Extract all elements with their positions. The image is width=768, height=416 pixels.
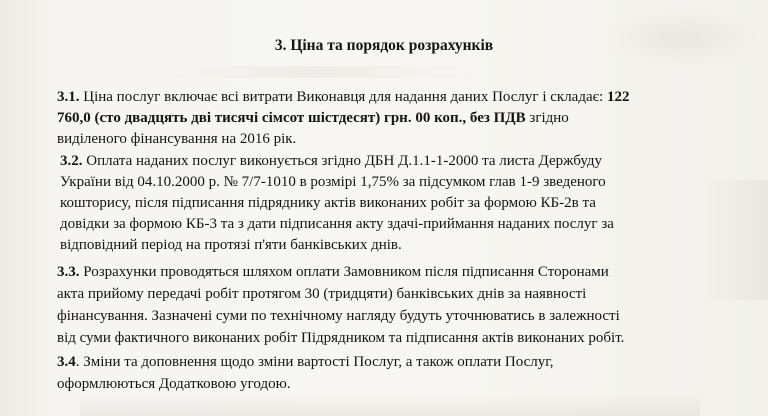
clause-3-4-line-2	[57, 374, 717, 395]
clause-3-2-text: відповідний період на протязі п'яти банківських днів.	[60, 237, 402, 253]
clause-3-1-text: виділеного фінансування на 2016 рік.	[57, 131, 297, 147]
clause-3-1-amount-words: 760,0 (сто двадцять дві тисячі сімсот шістдесят) грн. 00 коп., без ПДВ	[57, 110, 526, 126]
clause-3-2-text: України від 04.10.2000 р. № 7/7-1010 в розмірі 1,75% за підсумком глав 1-9 зведеного	[60, 174, 606, 190]
clause-3-1-amount: 122	[606, 89, 630, 105]
clause-3-2-text: кошторису, після підписання підряднику актів виконаних робіт за формою КБ-2в та	[60, 195, 596, 211]
clause-3-3-text: від суми фактичного виконаних робіт Підрядником та підписання актів виконаних робіт.	[57, 330, 625, 346]
clause-3-1-line-2	[57, 108, 717, 129]
clause-3-3-line-4	[57, 328, 717, 349]
clause-3-2-line-1	[60, 151, 720, 172]
clause-3-1-number: 3.1.	[57, 89, 80, 105]
clause-3-1-text: Ціна послуг включає всі витрати Виконавця для надання даних Послуг і складає:	[79, 89, 607, 105]
clause-3-3-number: 3.3.	[57, 264, 80, 280]
clause-3-2-line-3	[60, 193, 720, 214]
clause-3-4-line-1	[57, 352, 717, 373]
clause-3-4-text: . Зміни та доповнення щодо зміни вартості Послуг, а також оплати Послуг,	[75, 354, 554, 370]
clause-3-2-line-4	[60, 214, 720, 235]
clause-3-2-number: 3.2.	[60, 153, 83, 169]
clause-3-3-line-1	[57, 262, 717, 283]
clause-3-3-line-3	[57, 306, 717, 327]
clause-3-2-text: довідки за формою КБ-3 та з дати підписання акту здачі-приймання наданих послуг за	[60, 216, 614, 232]
clause-3-2-text: Оплата наданих послуг виконується згідно ДБН Д.1.1-1-2000 та листа Держбуду	[82, 153, 603, 169]
clause-3-2-line-2	[60, 172, 720, 193]
section-title: 3. Ціна та порядок розрахунків	[274, 37, 494, 54]
clause-3-1-line-1	[57, 87, 717, 108]
clause-3-2-line-5	[60, 235, 720, 256]
clause-3-4-text: оформлюються Додатковою угодою.	[57, 376, 291, 392]
clause-3-4-number: 3.4	[57, 354, 76, 370]
clause-3-3-text: фінансування. Зазначені суми по технічному нагляду будуть уточнюватись в залежності	[57, 308, 620, 324]
clause-3-1-text: згідно	[525, 110, 569, 126]
clause-3-3-text: Розрахунки проводяться шляхом оплати Замовником після підписання Сторонами	[79, 264, 609, 280]
clause-3-3-line-2	[57, 284, 717, 305]
clause-3-3-text: акта прийому передачі робіт протягом 30 (тридцяти) банківських днів за наявності	[57, 286, 587, 302]
clause-3-1-line-3	[57, 129, 717, 150]
